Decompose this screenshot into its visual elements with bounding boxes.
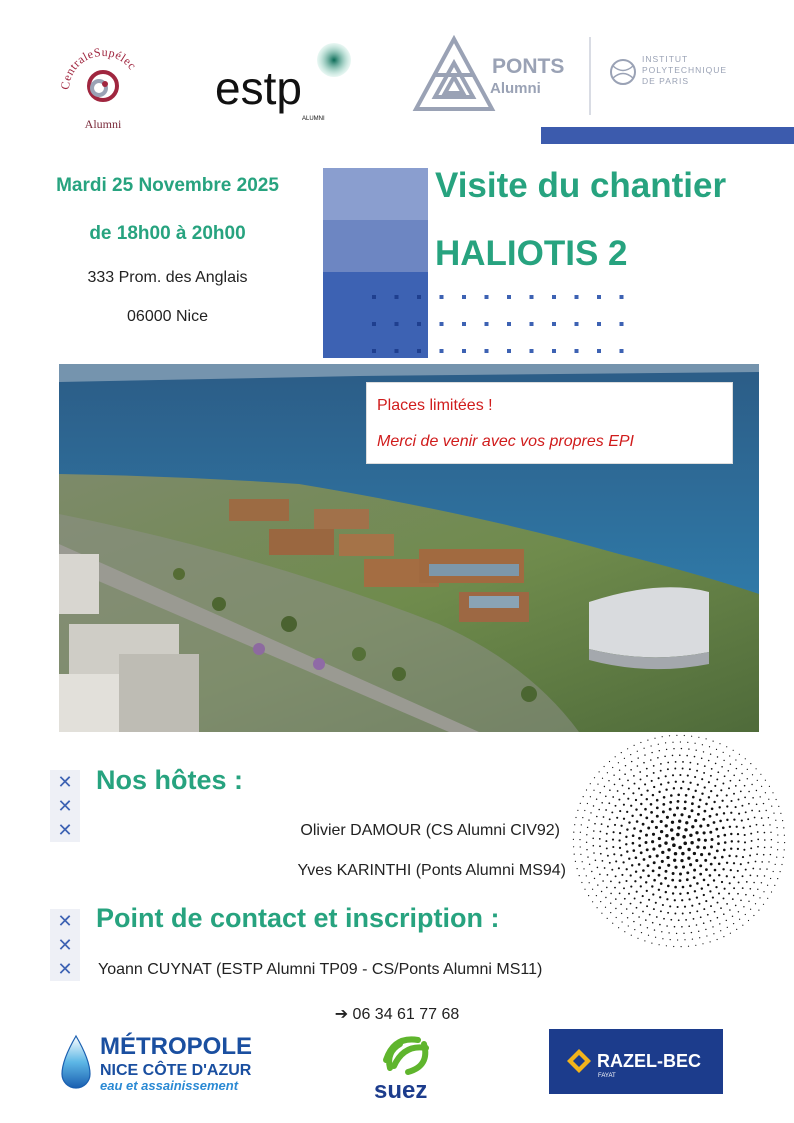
ponts-alumni-logo xyxy=(412,35,762,120)
event-title-line1: Visite du chantier xyxy=(435,166,727,205)
hosts-heading: Nos hôtes : xyxy=(96,765,244,795)
razel-sub: FAYAT xyxy=(598,1073,616,1079)
suez-name: suez xyxy=(374,1077,428,1102)
estp-name: estp xyxy=(215,62,302,114)
arrow-right-icon: ➔ xyxy=(334,1006,349,1023)
x-mark-icon: ✕ xyxy=(57,959,73,979)
razel-bec-logo xyxy=(549,1029,723,1094)
notice-ppe-reminder: Merci de venir avec vos propres EPI xyxy=(377,433,634,450)
host-olivier-damour: Olivier DAMOUR (CS Alumni CIV92) xyxy=(300,822,560,839)
metropole-nice-logo xyxy=(58,1028,280,1098)
x-mark-icon: ✕ xyxy=(57,772,73,792)
ponts-name: PONTS xyxy=(492,55,565,78)
razel-diamond-icon xyxy=(567,1049,591,1073)
ip-line3: DE PARIS xyxy=(642,76,690,86)
contact-person: Yoann CUYNAT (ESTP Alumni TP09 - CS/Ponts Alumni MS11) xyxy=(98,961,543,978)
ip-line1: INSTITUT xyxy=(642,54,689,64)
metropole-line3: eau et assainissement xyxy=(100,1078,239,1093)
decor-dot-spiral xyxy=(568,730,790,952)
cs-sub-text: Alumni xyxy=(84,117,122,131)
water-drop-icon xyxy=(62,1036,90,1088)
header-blue-bar xyxy=(541,127,794,144)
suez-swirl-icon xyxy=(386,1039,426,1072)
svg-text:CentraleSupélec xyxy=(58,45,140,91)
suez-logo xyxy=(364,1030,454,1102)
ponts-triangle-icon xyxy=(416,39,492,109)
estp-alumni-logo xyxy=(210,40,360,125)
notice-limited-places: Places limitées ! xyxy=(377,397,493,414)
event-title-line2: HALIOTIS 2 xyxy=(435,234,628,273)
ip-paris-icon xyxy=(611,60,635,84)
contact-heading: Point de contact et inscription : xyxy=(96,903,500,933)
x-mark-icon: ✕ xyxy=(57,911,73,931)
host-yves-karinthi: Yves KARINTHI (Ponts Alumni MS94) xyxy=(297,862,566,879)
decor-x-marks-contact xyxy=(50,909,80,981)
cs-arc-text: CentraleSupélec xyxy=(57,44,140,91)
centralesupelec-alumni-logo xyxy=(55,40,151,132)
contact-phone-line xyxy=(0,1004,794,1024)
estp-sub: ALUMNI xyxy=(302,116,325,122)
metropole-line2: NICE CÔTE D'AZUR xyxy=(100,1062,252,1079)
x-mark-icon: ✕ xyxy=(57,820,73,840)
notice-box xyxy=(366,382,733,464)
event-time: de 18h00 à 20h00 xyxy=(89,223,246,244)
contact-phone-number: 06 34 61 77 68 xyxy=(352,1006,460,1023)
ponts-sub: Alumni xyxy=(490,80,541,97)
metropole-line1: MÉTROPOLE xyxy=(100,1033,253,1060)
x-mark-icon: ✕ xyxy=(57,796,73,816)
razel-name: RAZEL-BEC xyxy=(597,1051,701,1071)
event-address-street: 333 Prom. des Anglais xyxy=(87,269,248,286)
decor-x-marks-hosts xyxy=(50,770,80,842)
decor-dot-grid xyxy=(368,285,638,360)
x-mark-icon: ✕ xyxy=(57,935,73,955)
decor-block-light xyxy=(323,168,428,220)
decor-block-mid xyxy=(323,220,428,272)
event-address-city: 06000 Nice xyxy=(127,308,208,325)
event-date: Mardi 25 Novembre 2025 xyxy=(56,175,279,196)
ip-line2: POLYTECHNIQUE xyxy=(642,65,728,75)
